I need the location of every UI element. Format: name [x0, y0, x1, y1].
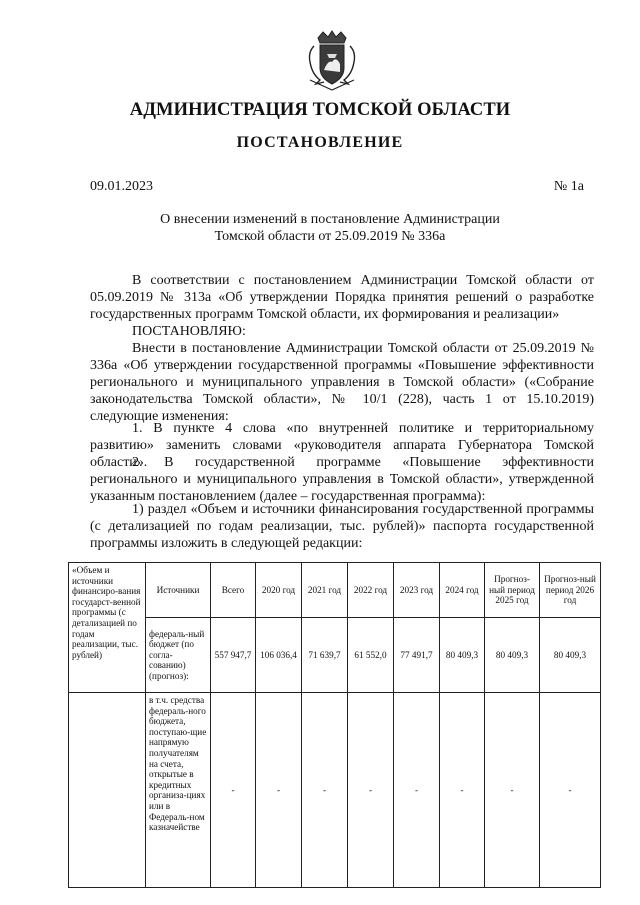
col-header-2021: 2021 год — [302, 563, 348, 618]
item-1-paragraph: Внести в постановление Администрации Томской области от 25.09.2019 № 336а «Об утверждении государственной программы «Повышение эффективности регионального и муниципального управления в Томской области» («Собрание законодательства Томской области», № 10/1 (228), часть 1 от 15.10.2019) следующие изменения: — [90, 341, 594, 424]
row-header-cell: «Объем и источники финансиро-вания государст-венной программы (с детализацией по годам реализации, тыс. рублей) — [69, 563, 146, 693]
col-header-2025: Прогноз-ный период 2025 год — [485, 563, 540, 618]
organization-title: АДМИНИСТРАЦИЯ ТОМСКОЙ ОБЛАСТИ — [129, 100, 511, 120]
source-cell: федераль-ный бюджет (по согла-сованию) (прогноз): — [146, 618, 211, 693]
value-cell: 557 947,7 — [211, 618, 256, 693]
value-cell: - — [302, 693, 348, 888]
value-cell: 61 552,0 — [348, 618, 394, 693]
coat-of-arms-icon — [306, 30, 358, 92]
subitem-1-paragraph: 1. В пункте 4 слова «по внутренней политике и территориальному развитию» заменить словами «руководителя аппарата Губернатора Томской области». — [90, 421, 594, 470]
document-type: ПОСТАНОВЛЕНИЕ — [236, 134, 404, 151]
value-cell: - — [394, 693, 440, 888]
value-cell: 80 409,3 — [440, 618, 485, 693]
value-cell: 80 409,3 — [485, 618, 540, 693]
col-header-sources: Источники — [146, 563, 211, 618]
decree-word: ПОСТАНОВЛЯЮ: — [132, 324, 246, 339]
col-header-2024: 2024 год — [440, 563, 485, 618]
subject-line-1: О внесении изменений в постановление Администрации — [160, 212, 500, 227]
subitem-2-1-paragraph: 1) раздел «Объем и источники финансирования государственной программы (с детализацией по годам реализации, тыс. рублей)» паспорта государственной программы изложить в следующей редакции: — [90, 502, 594, 551]
col-header-2026: Прогноз-ный период 2026 год — [540, 563, 601, 618]
financing-table — [68, 562, 601, 888]
subitem-2-paragraph: 2. В государственной программе «Повышение эффективности регионального и муниципального управления в Томской области», утвержденной указанным постановлением (далее – государственная программа): — [90, 455, 594, 504]
value-cell: - — [256, 693, 302, 888]
value-cell: 106 036,4 — [256, 618, 302, 693]
value-cell: - — [440, 693, 485, 888]
table-row — [69, 693, 601, 888]
col-header-total: Всего — [211, 563, 256, 618]
value-cell: 80 409,3 — [540, 618, 601, 693]
table-row — [69, 618, 601, 693]
value-cell: - — [211, 693, 256, 888]
col-header-2023: 2023 год — [394, 563, 440, 618]
value-cell: - — [348, 693, 394, 888]
value-cell: 77 491,7 — [394, 618, 440, 693]
document-number: № 1а — [553, 179, 584, 194]
document-subject — [120, 211, 540, 245]
value-cell: - — [540, 693, 601, 888]
col-header-2020: 2020 год — [256, 563, 302, 618]
source-cell: в т.ч. средства федераль-ного бюджета, поступаю-щие напрямую получателям на счета, открытые в кредитных организа-циях или в Федераль-ном казначействе — [146, 693, 211, 888]
value-cell: 71 639,7 — [302, 618, 348, 693]
table-header-row — [69, 563, 601, 618]
empty-cell — [69, 693, 146, 888]
col-header-2022: 2022 год — [348, 563, 394, 618]
subject-line-2: Томской области от 25.09.2019 № 336а — [214, 229, 446, 244]
preamble-paragraph: В соответствии с постановлением Администрации Томской области от 05.09.2019 № 313а «Об утверждении Порядка принятия решений о разработке государственных программ Томской области, их формирования и реализации» — [90, 273, 594, 322]
value-cell: - — [485, 693, 540, 888]
document-date: 09.01.2023 — [90, 179, 153, 194]
